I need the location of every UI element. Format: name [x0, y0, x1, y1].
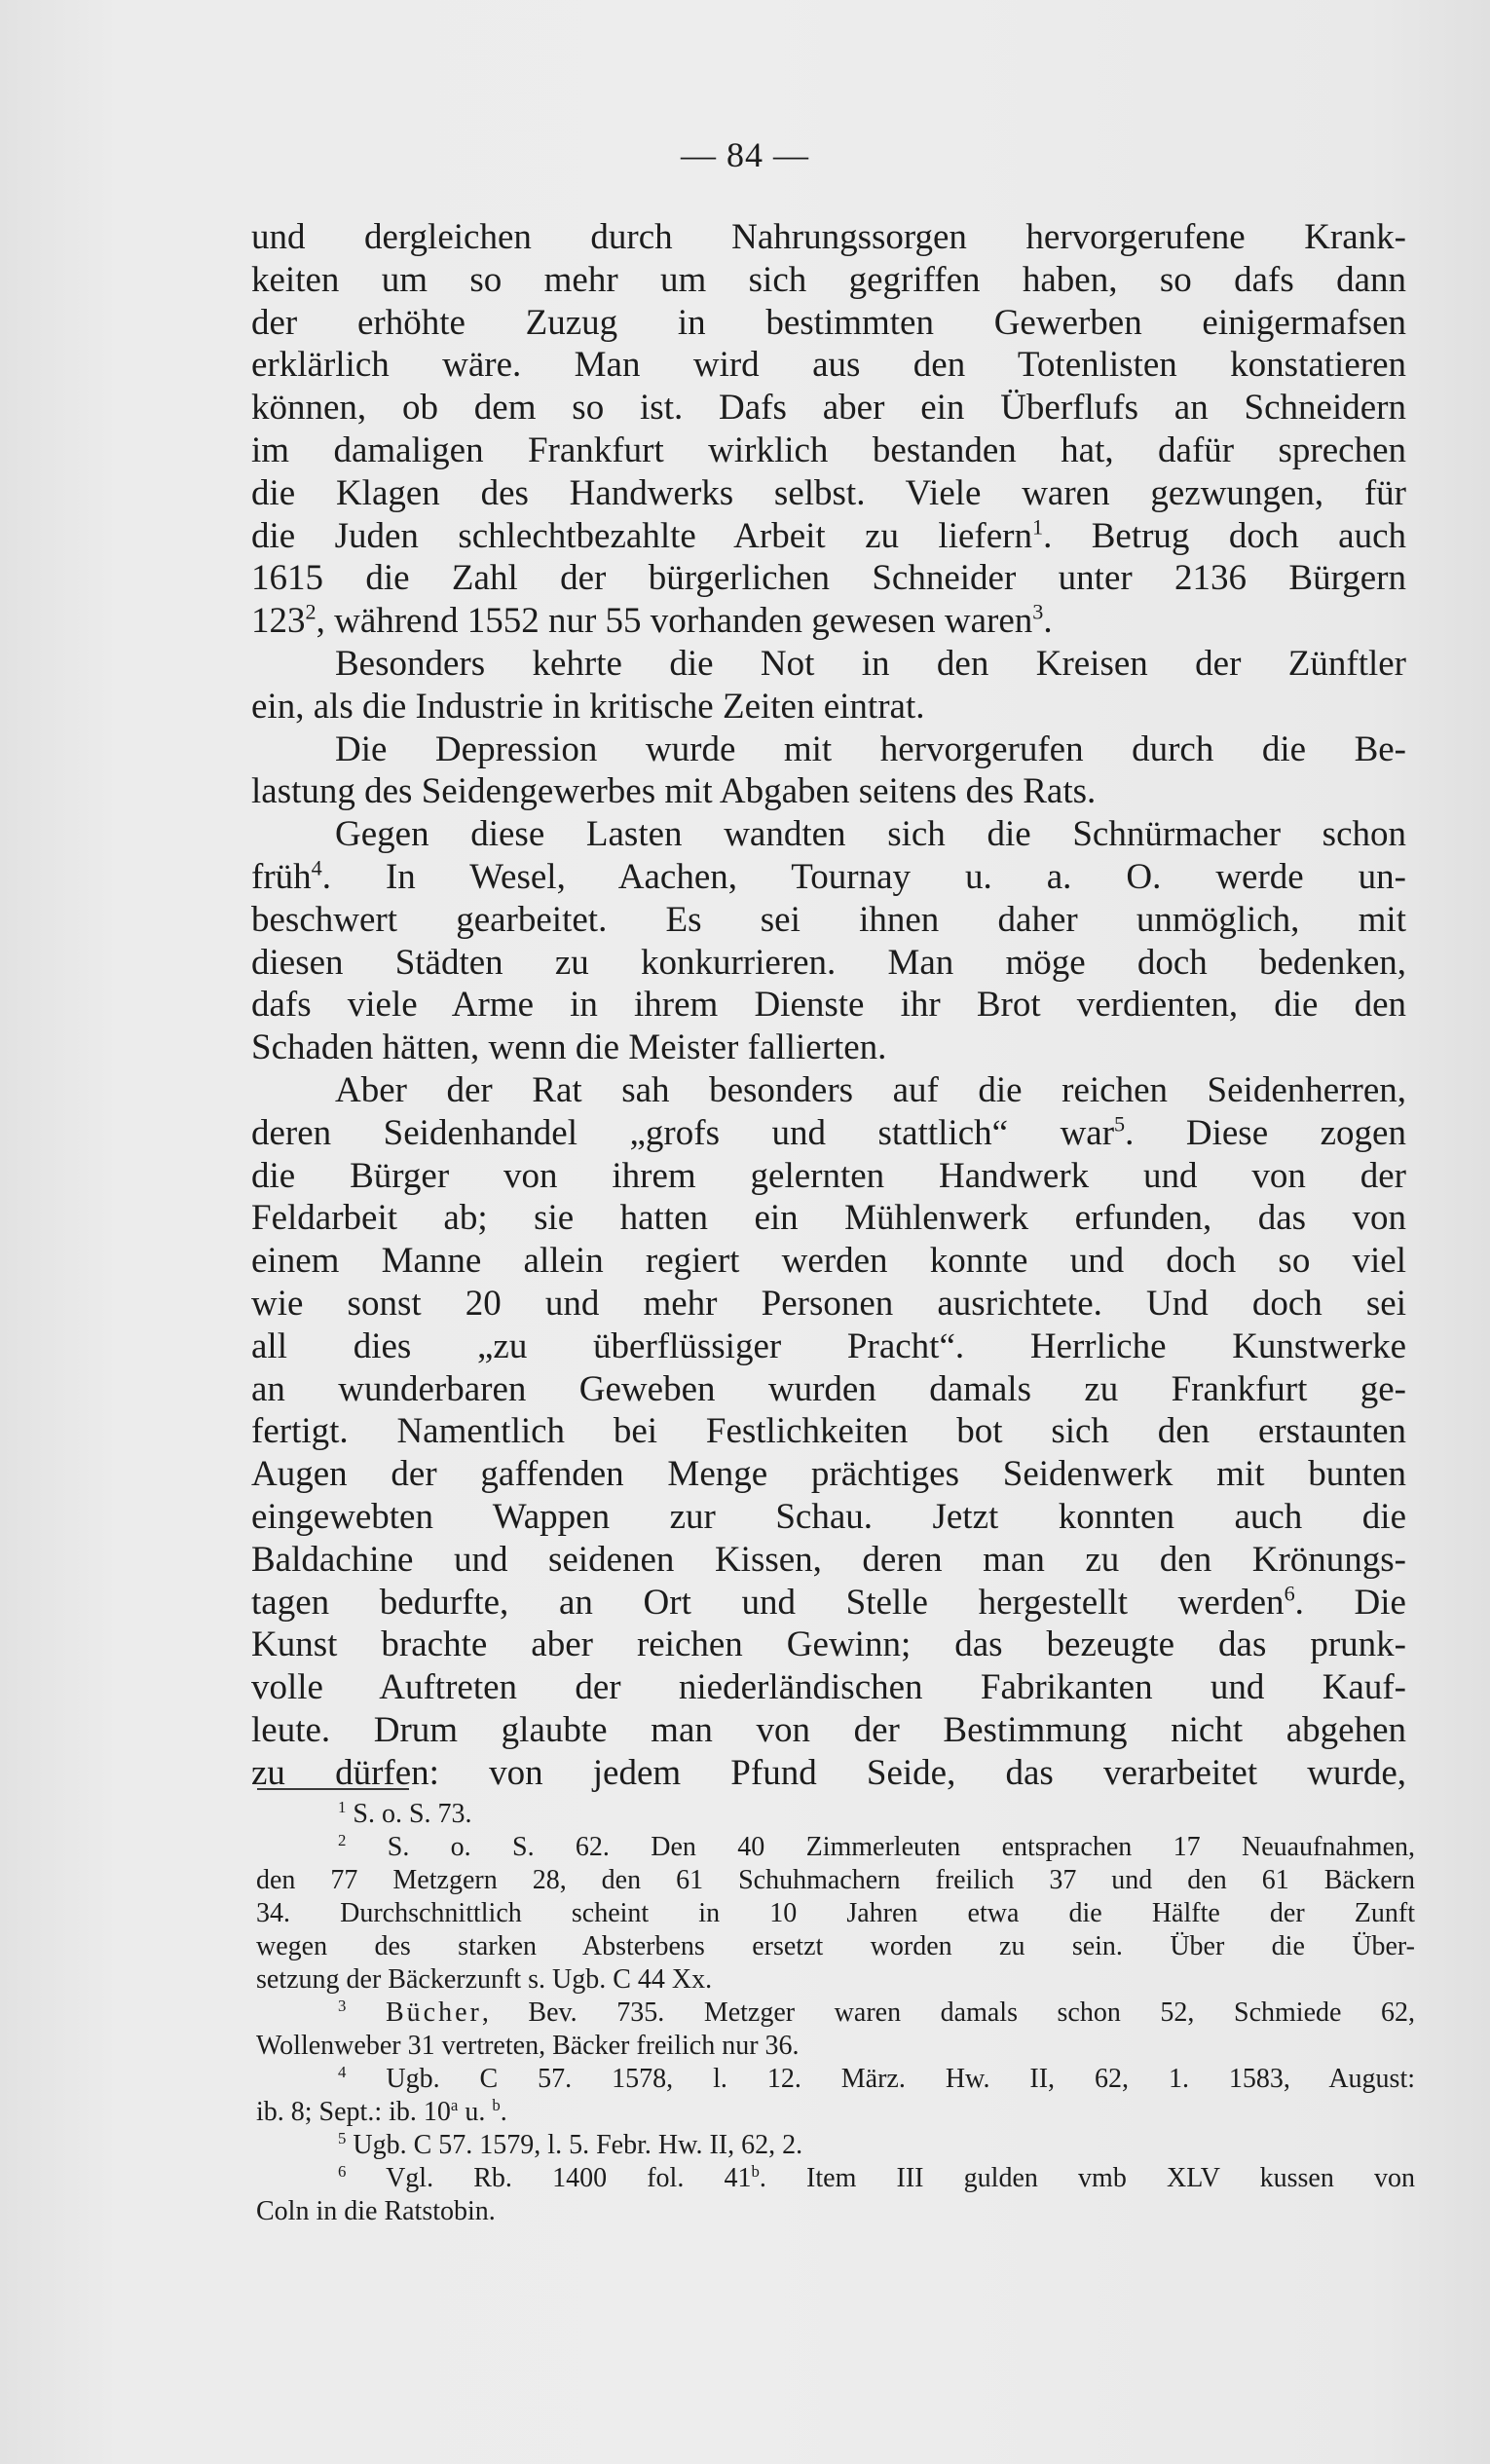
footnote-text: Ugb. C 57. 1579, l. 5. Febr. Hw. II, 62, 2.	[353, 2130, 803, 2160]
footnote-number: 1	[338, 1797, 347, 1816]
footnote-line: 34. Durchschnittlich scheint in 10 Jahren etwa die Hälfte der Zunft	[256, 1898, 1415, 1928]
text-line: erklärlich wäre. Man wird aus den Totenlisten konstatieren	[251, 345, 1406, 386]
text-line: Besonders kehrte die Not in den Kreisen der Zünftler	[335, 643, 1406, 684]
footnote-mark: 2	[305, 599, 317, 624]
text-fragment: 123	[251, 601, 306, 642]
text-line: ein, als die Industrie in kritische Zeiten eintrat.	[251, 686, 925, 727]
superscript: a	[450, 2095, 459, 2114]
footnote-4	[256, 2063, 1415, 2096]
text-line: 1615 die Zahl der bürgerlichen Schneider unter 2136 Bürgern	[251, 558, 1406, 599]
footnote-line: setzung der Bäckerzunft s. Ugb. C 44 Xx.	[256, 1964, 713, 1995]
text-line: all dies „zu überflüssiger Pracht“. Herrliche Kunstwerke	[251, 1325, 1406, 1366]
text-line: im damaligen Frankfurt wirklich bestanden hat, dafür sprechen	[251, 429, 1406, 470]
text-line	[251, 856, 1406, 899]
footnote-text: Vgl. Rb. 1400 fol. 41	[386, 2163, 752, 2193]
footnote-number: 5	[338, 2128, 347, 2147]
text-line	[251, 1582, 1406, 1624]
text-fragment: die Juden schlechtbezahlte Arbeit zu liefern	[251, 515, 1032, 556]
text-line: Die Depression wurde mit hervorgerufen durch die Be-	[335, 728, 1406, 769]
text-line	[251, 515, 1406, 558]
text-line: volle Auftreten der niederländischen Fabrikanten und Kauf-	[251, 1667, 1406, 1708]
text-line: eingewebten Wappen zur Schau. Jetzt konnten auch die	[251, 1496, 1406, 1537]
footnote-mark: 5	[1114, 1111, 1126, 1137]
footnote-mark: 4	[311, 855, 322, 880]
footnotes	[256, 1798, 1415, 2228]
footnote-text: Ugb. C 57. 1578, l. 12. März. Hw. II, 62, 1. 1583, August:	[386, 2064, 1416, 2094]
footnote-mark: 6	[1284, 1581, 1295, 1606]
footnote-number: 3	[338, 1996, 347, 2015]
text-fragment: . In Wesel, Aachen, Tournay u. a. O. werde un-	[321, 856, 1406, 897]
footnote-line: Wollenweber 31 vertreten, Bäcker freilich nur 36.	[256, 2031, 800, 2061]
superscript: b	[492, 2095, 501, 2114]
text-line: wie sonst 20 und mehr Personen ausrichtete. Und doch sei	[251, 1283, 1406, 1324]
text-line: dafs viele Arme in ihrem Dienste ihr Brot verdienten, die den	[251, 985, 1406, 1026]
footnote-number: 6	[338, 2161, 347, 2181]
text-fragment: . Betrug doch auch	[1043, 515, 1406, 556]
text-fragment: . Diese zogen	[1125, 1112, 1406, 1153]
text-line: lastung des Seidengewerbes mit Abgaben seitens des Rats.	[251, 771, 1097, 812]
text-line	[251, 600, 1406, 643]
text-line: beschwert gearbeitet. Es sei ihnen daher unmöglich, mit	[251, 899, 1406, 940]
text-fragment: deren Seidenhandel „grofs und stattlich“ war	[251, 1112, 1115, 1153]
footnote-mark: 1	[1031, 514, 1044, 540]
footnote-mark: 3	[1032, 599, 1044, 624]
text-line: Gegen diese Lasten wandten sich die Schnürmacher schon	[335, 814, 1406, 855]
text-line: der erhöhte Zuzug in bestimmten Gewerben einigermafsen	[251, 302, 1406, 343]
footnote-number: 2	[338, 1830, 347, 1849]
text-line: Feldarbeit ab; sie hatten ein Mühlenwerk erfunden, das von	[251, 1198, 1406, 1239]
footnote-3	[256, 1997, 1415, 2030]
footnote-text: S. o. S. 62. Den 40 Zimmerleuten entsprachen 17 Neuaufnahmen,	[387, 1832, 1416, 1862]
footnote-6	[256, 2162, 1415, 2195]
footnote-text: .	[500, 2097, 507, 2127]
footnote-line: Coln in die Ratstobin.	[256, 2196, 496, 2226]
text-line: die Klagen des Handwerks selbst. Viele waren gezwungen, für	[251, 472, 1406, 513]
footnote-text: u.	[458, 2097, 493, 2127]
text-line: Kunst brachte aber reichen Gewinn; das bezeugte das prunk-	[251, 1624, 1406, 1665]
text-line: diesen Städten zu konkurrieren. Man möge doch bedenken,	[251, 942, 1406, 983]
text-line: Schaden hätten, wenn die Meister fallierten.	[251, 1027, 887, 1068]
text-fragment: tagen bedurfte, an Ort und Stelle hergestellt werden	[251, 1582, 1285, 1623]
text-fragment: früh	[251, 856, 312, 897]
text-line: können, ob dem so ist. Dafs aber ein Überflufs an Schneidern	[251, 388, 1406, 429]
footnote-line: wegen des starken Absterbens ersetzt worden zu sein. Über die Über-	[256, 1931, 1415, 1961]
footnote-separator	[257, 1788, 409, 1790]
body-text	[251, 216, 1406, 1794]
footnote-author: Bücher	[385, 1997, 482, 2028]
footnote-2	[256, 1831, 1415, 1864]
text-line: Augen der gaffenden Menge prächtiges Seidenwerk mit bunten	[251, 1454, 1406, 1495]
text-line: fertigt. Namentlich bei Festlichkeiten bot sich den erstaunten	[251, 1411, 1406, 1452]
superscript: b	[751, 2161, 760, 2181]
text-line: Aber der Rat sah besonders auf die reichen Seidenherren,	[335, 1069, 1406, 1110]
footnote-text: , Bev. 735. Metzger waren damals schon 52, Schmiede 62,	[481, 1997, 1415, 2028]
text-fragment: , während 1552 nur 55 vorhanden gewesen waren	[316, 601, 1033, 642]
footnote-line	[256, 2096, 1415, 2129]
text-fragment: .	[1043, 601, 1053, 642]
footnote-text: ib. 8; Sept.: ib. 10	[256, 2097, 451, 2127]
text-line: einem Manne allein regiert werden konnte und doch so viel	[251, 1241, 1406, 1282]
page-number: — 84 —	[681, 135, 809, 174]
footnote-text: S. o. S. 73.	[353, 1799, 472, 1829]
text-line: leute. Drum glaubte man von der Bestimmung nicht abgehen	[251, 1709, 1406, 1750]
footnote-5	[256, 2129, 1415, 2162]
text-line: keiten um so mehr um sich gegriffen haben, so dafs dann	[251, 259, 1406, 300]
footnote-line: den 77 Metzgern 28, den 61 Schuhmachern freilich 37 und den 61 Bäckern	[256, 1865, 1415, 1895]
text-line: Baldachine und seidenen Kissen, deren man zu den Krönungs-	[251, 1539, 1406, 1580]
text-line: und dergleichen durch Nahrungssorgen hervorgerufene Krank-	[251, 217, 1406, 257]
footnote-number: 4	[338, 2062, 347, 2081]
text-line	[251, 1112, 1406, 1155]
footnote-1	[256, 1798, 1415, 1831]
text-line: die Bürger von ihrem gelernten Handwerk und von der	[251, 1155, 1406, 1196]
text-line: an wunderbaren Geweben wurden damals zu Frankfurt ge-	[251, 1368, 1406, 1409]
text-line: zu dürfen: von jedem Pfund Seide, das verarbeitet wurde,	[251, 1752, 1406, 1793]
footnote-text: . Item III gulden vmb XLV kussen von	[759, 2163, 1415, 2193]
text-fragment: . Die	[1294, 1582, 1406, 1623]
